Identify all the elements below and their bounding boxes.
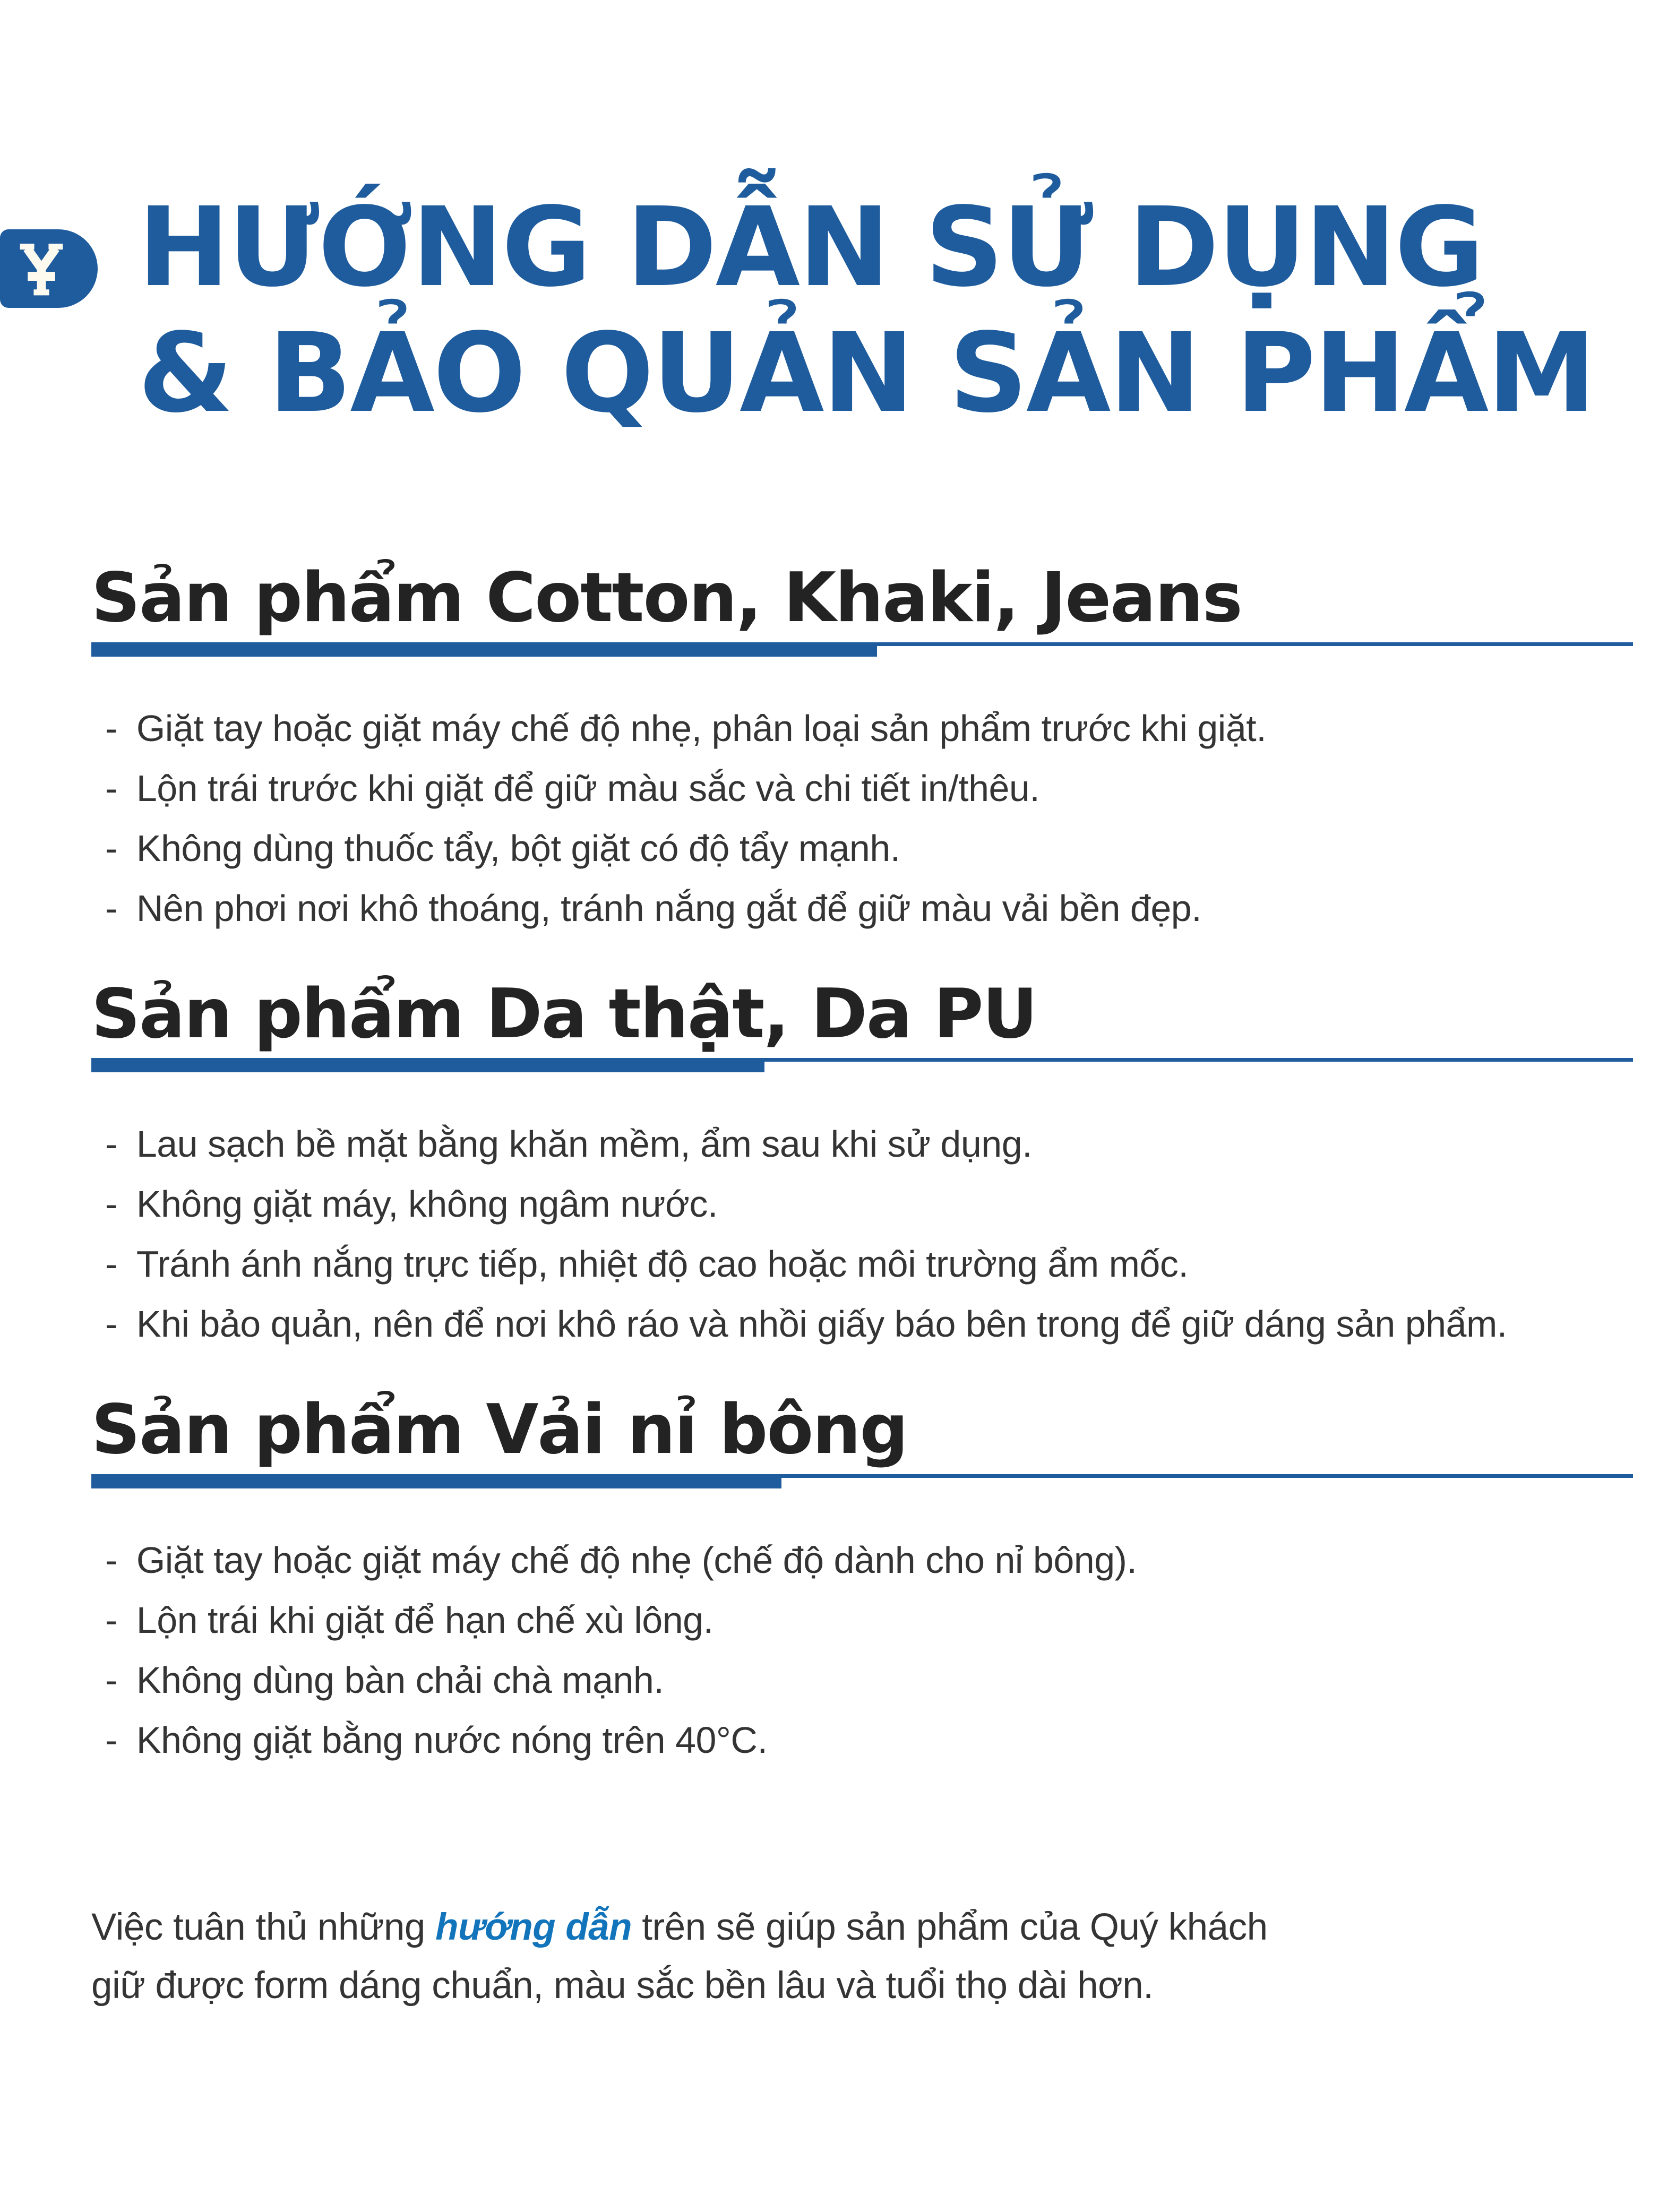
footer-text-prefix: Việc tuân thủ những (91, 1906, 436, 1948)
bullet-text: Không giặt bằng nước nóng trên 40°C. (136, 1719, 768, 1761)
page-title (138, 185, 1594, 436)
bullet-text: Giặt tay hoặc giặt máy chế độ nhẹ (chế độ dành cho nỉ bông). (136, 1539, 1137, 1581)
bullet-text: Lộn trái trước khi giặt để giữ màu sắc và chi tiết in/thêu. (136, 767, 1040, 809)
footer-text-suffix-line1: trên sẽ giúp sản phẩm của Quý khách (632, 1906, 1268, 1948)
bullet-text: Giặt tay hoặc giặt máy chế độ nhẹ, phân loại sản phẩm trước khi giặt. (136, 707, 1267, 749)
bullet-text: Nên phơi nơi khô thoáng, tránh nắng gắt để giữ màu vải bền đẹp. (136, 887, 1202, 929)
section-heading: Sản phẩm Da thật, Da PU (91, 974, 1037, 1054)
section-cotton-khaki-jeans (91, 557, 1636, 936)
section-rule (91, 1474, 1636, 1491)
bullet-text: Không dùng thuốc tẩy, bột giặt có độ tẩy mạnh. (136, 827, 900, 869)
bullet-dash: - (105, 707, 117, 749)
page-title-line2: & BẢO QUẢN SẢN PHẨM (138, 309, 1595, 437)
bullet-dash: - (105, 1183, 117, 1225)
bullet-item (91, 1116, 1636, 1172)
footer-highlight: hướng dẫn (435, 1906, 632, 1948)
bullet-list (91, 1116, 1636, 1352)
bullet-text: Lộn trái khi giặt để hạn chế xù lông. (136, 1599, 714, 1641)
footer-text-suffix-line2: giữ được form dáng chuẩn, màu sắc bền lâu và tuổi thọ dài hơn. (91, 1965, 1154, 2007)
bullet-text: Lau sạch bề mặt bằng khăn mềm, ẩm sau khi sử dụng. (136, 1123, 1033, 1165)
bullet-list (91, 1533, 1636, 1768)
bullet-item (91, 821, 1636, 876)
bullet-dash: - (105, 1719, 117, 1761)
bullet-item (91, 881, 1636, 936)
brand-logo (0, 229, 98, 308)
rule-thick-bar (91, 642, 877, 657)
bullet-item (91, 1236, 1636, 1292)
bullet-text: Tránh ánh nắng trực tiếp, nhiệt độ cao hoặc môi trường ẩm mốc. (136, 1243, 1189, 1285)
section-da-that-da-pu (91, 974, 1636, 1353)
bullet-item (91, 1176, 1636, 1232)
bullet-item (91, 701, 1636, 756)
bullet-text: Không dùng bàn chải chà mạnh. (136, 1659, 664, 1701)
bullet-item (91, 1652, 1636, 1708)
section-heading: Sản phẩm Vải nỉ bông (91, 1390, 908, 1470)
section-vai-ni-bong (91, 1389, 1636, 1768)
bullet-dash: - (105, 887, 117, 929)
bullet-item (91, 1296, 1636, 1352)
bullet-list (91, 701, 1636, 936)
sections-container (91, 557, 1636, 1772)
bullet-dash: - (105, 1123, 117, 1165)
bullet-dash: - (105, 767, 117, 809)
bullet-dash: - (105, 1539, 117, 1581)
rule-thick-bar (91, 1474, 781, 1488)
section-rule (91, 642, 1636, 659)
bullet-dash: - (105, 827, 117, 869)
bullet-item (91, 761, 1636, 816)
section-heading: Sản phẩm Cotton, Khaki, Jeans (91, 558, 1242, 638)
bullet-item (91, 1533, 1636, 1588)
bullet-dash: - (105, 1599, 117, 1641)
bullet-item (91, 1593, 1636, 1648)
y-monogram-icon (12, 239, 71, 298)
rule-thick-bar (91, 1058, 764, 1072)
section-rule (91, 1058, 1636, 1075)
bullet-item (91, 1712, 1636, 1768)
bullet-dash: - (105, 1659, 117, 1701)
bullet-dash: - (105, 1303, 117, 1345)
bullet-dash: - (105, 1243, 117, 1285)
footer-note (91, 1898, 1636, 2015)
page-title-line1: HƯỚNG DẪN SỬ DỤNG (138, 184, 1483, 311)
bullet-text: Không giặt máy, không ngâm nước. (136, 1183, 718, 1225)
bullet-text: Khi bảo quản, nên để nơi khô ráo và nhồi giấy báo bên trong để giữ dáng sản phẩm. (136, 1303, 1507, 1345)
